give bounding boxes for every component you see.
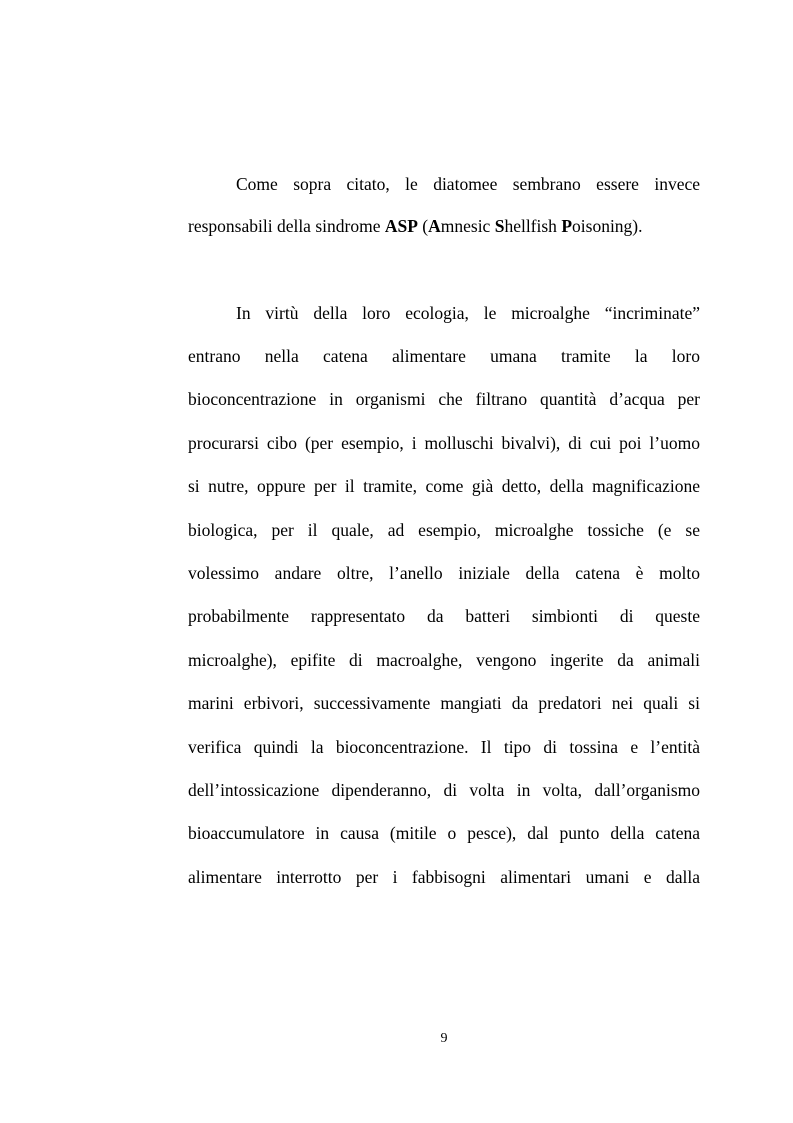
paragraph-2-line-3: bioconcentrazione in organismi che filtrano quantità d’acqua per (188, 389, 700, 409)
paragraph-2-line-2: entrano nella catena alimentare umana tramite la loro (188, 346, 700, 366)
text-segment: hellfish (504, 216, 562, 236)
acronym-letter-s: S (494, 216, 505, 236)
paragraph-2-line-6: biologica, per il quale, ad esempio, microalghe tossiche (e se (188, 520, 700, 540)
paragraph-2-line-14: alimentare interrotto per i fabbisogni alimentari umani e dalla (188, 867, 700, 887)
paragraph-2-line-9: microalghe), epifite di macroalghe, vengono ingerite da animali (188, 650, 700, 670)
acronym-letter-p: P (561, 216, 573, 236)
text-segment: oisoning). (572, 216, 643, 236)
paragraph-2-line-1: In virtù della loro ecologia, le microalghe “incriminate” (236, 303, 700, 323)
paragraph-2-line-11: verifica quindi la bioconcentrazione. Il tipo di tossina e l’entità (188, 737, 700, 757)
paragraph-2-line-4: procurarsi cibo (per esempio, i molluschi bivalvi), di cui poi l’uomo (188, 433, 700, 453)
acronym-asp: ASP (384, 216, 418, 236)
paragraph-2-line-13: bioaccumulatore in causa (mitile o pesce), dal punto della catena (188, 823, 700, 843)
paragraph-2-line-5: si nutre, oppure per il tramite, come già detto, della magnificazione (188, 476, 700, 496)
paragraph-2-line-12: dell’intossicazione dipenderanno, di volta in volta, dall’organismo (188, 780, 700, 800)
text-segment: mnesic (440, 216, 495, 236)
paragraph-2-line-7: volessimo andare oltre, l’anello iniziale della catena è molto (188, 563, 700, 583)
paragraph-1-line-1: Come sopra citato, le diatomee sembrano essere invece (236, 174, 700, 194)
paragraph-1-line-2 (188, 215, 643, 237)
text-segment: responsabili della sindrome (188, 216, 385, 236)
paragraph-2-line-10: marini erbivori, successivamente mangiati da predatori nei quali si (188, 693, 700, 713)
acronym-letter-a: A (428, 216, 441, 236)
paragraph-2-line-8: probabilmente rappresentato da batteri simbionti di queste (188, 606, 700, 626)
text-segment: ( (417, 216, 429, 236)
page-number: 9 (440, 1031, 448, 1046)
